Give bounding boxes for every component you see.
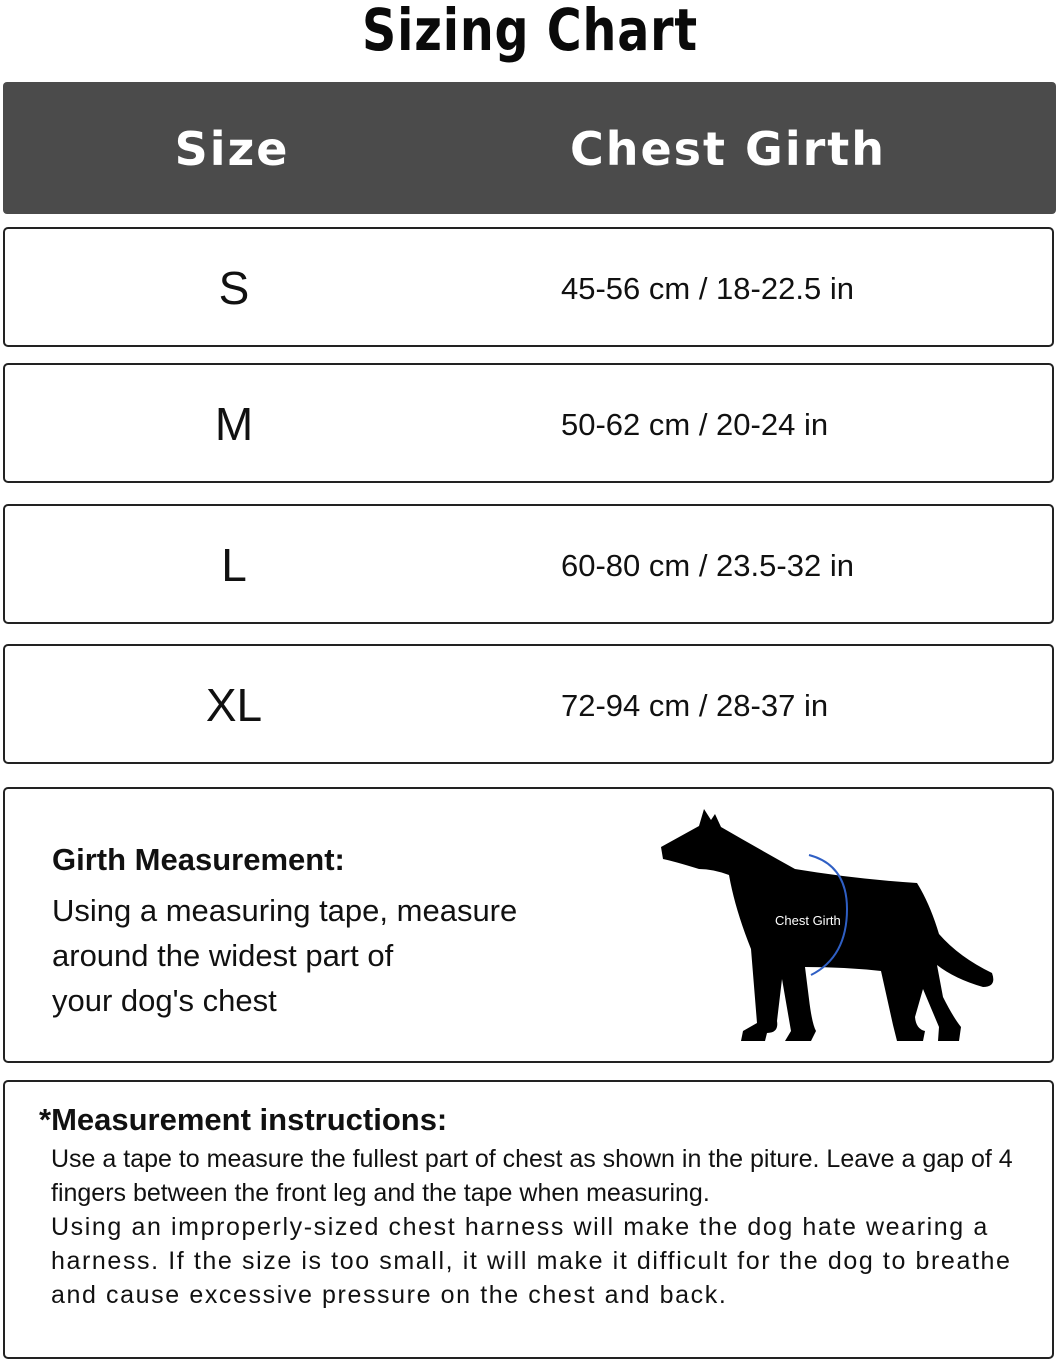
girth-line: Using a measuring tape, measure (52, 893, 518, 928)
girth-line: your dog's chest (52, 983, 277, 1018)
row-size: L (221, 539, 247, 591)
table-row (3, 363, 1054, 483)
instructions-title: *Measurement instructions: (39, 1102, 448, 1137)
girth-title: Girth Measurement: (52, 842, 345, 877)
instructions-paragraph: Using an improperly-sized chest harness will make the dog hate wearing a harness. If the size is too small, it will make it difficult for the dog to breathe and cause excessive pressure on the chest and back. (51, 1213, 1012, 1309)
row-size: S (218, 262, 250, 314)
row-girth: 45-56 cm / 18-22.5 in (561, 271, 854, 306)
row-size: M (214, 398, 254, 450)
chest-girth-label: Chest Girth (775, 913, 841, 928)
instructions-paragraph: Use a tape to measure the fullest part of chest as shown in the piture. Leave a gap of 4 fingers between the front leg and the tape when measuring. (51, 1145, 1013, 1207)
row-girth: 50-62 cm / 20-24 in (561, 407, 829, 442)
table-header (3, 82, 1056, 214)
table-row (3, 644, 1054, 764)
girth-measurement-panel (3, 787, 1054, 1063)
instructions-panel (3, 1080, 1054, 1359)
header-size: Size (174, 122, 290, 176)
girth-line: around the widest part of (52, 938, 394, 973)
girth-description (52, 888, 612, 1023)
instructions-body (51, 1142, 1041, 1312)
page-title: Sizing Chart (362, 0, 698, 64)
dog-silhouette-icon (655, 799, 1005, 1049)
row-girth: 72-94 cm / 28-37 in (561, 688, 829, 723)
table-row (3, 504, 1054, 624)
row-girth: 60-80 cm / 23.5-32 in (561, 548, 854, 583)
table-row (3, 227, 1054, 347)
row-size: XL (205, 679, 263, 731)
header-chest-girth: Chest Girth (569, 122, 887, 176)
